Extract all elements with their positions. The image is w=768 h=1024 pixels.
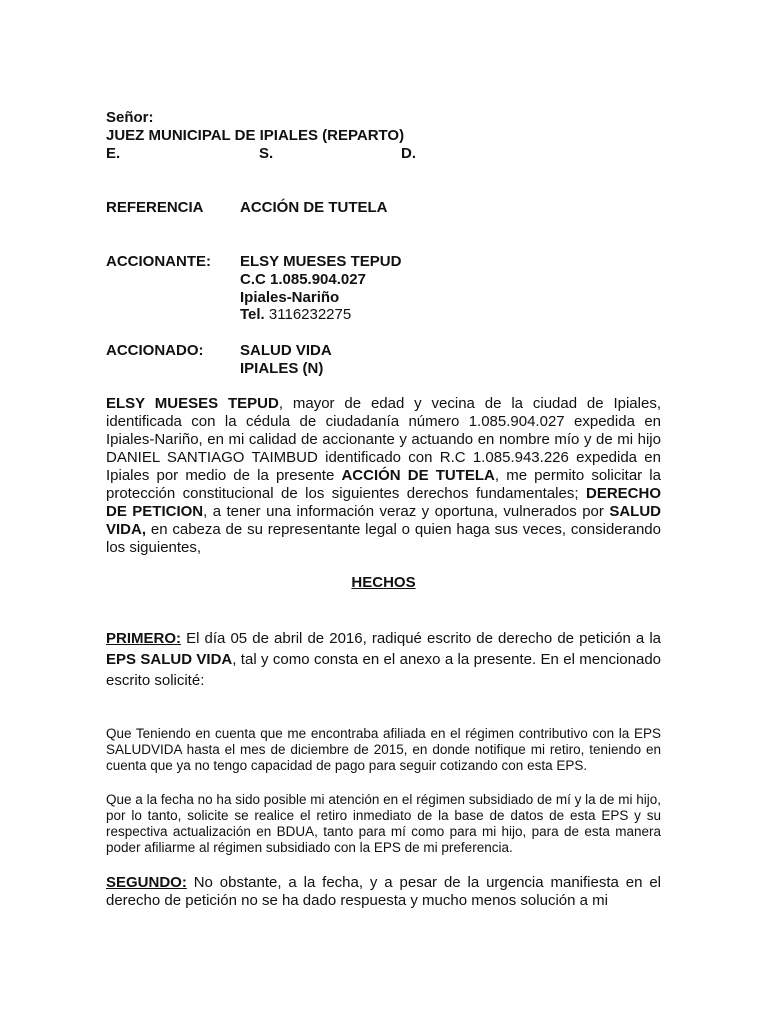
segundo-text: No obstante, a la fecha, y a pesar de la urgencia manifiesta en el derecho de petición no se ha dado respuesta y mucho menos solución a mi	[106, 874, 661, 909]
accionante-city: Ipiales-Nariño	[240, 289, 340, 306]
esd-s: S.	[259, 145, 274, 162]
esd-line	[106, 145, 418, 163]
intro-text-3: , a tener una información veraz y oportuna, vulnerados por	[203, 503, 610, 520]
tel-label: Tel.	[240, 306, 265, 323]
primero-paragraph	[106, 628, 661, 691]
accionado-city: IPIALES (N)	[240, 360, 324, 377]
hechos-title: HECHOS	[351, 574, 416, 591]
primero-label: PRIMERO:	[106, 630, 181, 647]
accionado-label: ACCIONADO:	[106, 342, 204, 359]
esd-e: E.	[106, 145, 121, 162]
reference-value: ACCIÓN DE TUTELA	[240, 199, 388, 216]
accionado-name: SALUD VIDA	[240, 342, 332, 359]
section-title	[106, 574, 661, 591]
intro-text-4: en cabeza de su representante legal o quien haga sus veces, considerando los siguientes,	[106, 521, 661, 556]
quote-paragraph-2: Que a la fecha no ha sido posible mi atención en el régimen subsidiado de mí y la de mi hijo, por lo tanto, solicite se realice el retiro inmediato de la base de datos de esta EPS y su respectiva actualización en BDUA, tanto para mí como para mi hijo, para de esta manera poder afiliarme al régimen subsidiado con la EPS de mi preferencia.	[106, 792, 661, 855]
intro-paragraph	[106, 395, 661, 557]
quote-paragraph-1: Que Teniendo en cuenta que me encontraba afiliada en el régimen contributivo con la EPS SALUDVIDA hasta el mes de diciembre de 2015, en donde notifique mi retiro, teniendo en cuenta que ya no tengo capacidad de pago para seguir cotizando con esta EPS.	[106, 726, 661, 773]
segundo-paragraph	[106, 874, 661, 910]
accionante-phone	[240, 306, 351, 324]
primero-text-2: , tal y como consta en el anexo a la presente. En el mencionado escrito solicité:	[106, 651, 661, 689]
segundo-label: SEGUNDO:	[106, 874, 187, 891]
primero-eps: EPS SALUD VIDA	[106, 651, 233, 668]
intro-derecho: DERECHO DE PETICION	[106, 485, 661, 520]
intro-text-1: , mayor de edad y vecina de la ciudad de Ipiales, identificada con la cédula de ciudadanía número 1.085.904.027 expedida en Ipiales-Nariño, en mi calidad de accionante y actuando en nombre mío y de mi hijo DANIEL SANTIAGO TAIMBUD identificado con R.C 1.085.943.226 expedida en Ipiales por medio de la presente	[106, 395, 661, 484]
primero-text-1: El día 05 de abril de 2016, radiqué escrito de derecho de petición a la	[181, 630, 661, 647]
intro-saludvida: SALUD VIDA,	[106, 503, 661, 538]
intro-accion: ACCIÓN DE TUTELA	[341, 467, 495, 484]
intro-name: ELSY MUESES TEPUD	[106, 395, 279, 412]
accionante-id: C.C 1.085.904.027	[240, 271, 366, 288]
accionante-name: ELSY MUESES TEPUD	[240, 253, 402, 270]
accionante-label: ACCIONANTE:	[106, 253, 211, 270]
esd-d: D.	[401, 145, 416, 162]
reference-label: REFERENCIA	[106, 199, 204, 216]
recipient: JUEZ MUNICIPAL DE IPIALES (REPARTO)	[106, 127, 405, 144]
tel-value: 3116232275	[264, 306, 352, 323]
salutation: Señor:	[106, 109, 154, 126]
intro-text-2: , me permito solicitar la protección constitucional de los siguientes derechos fundamentales;	[106, 467, 661, 502]
